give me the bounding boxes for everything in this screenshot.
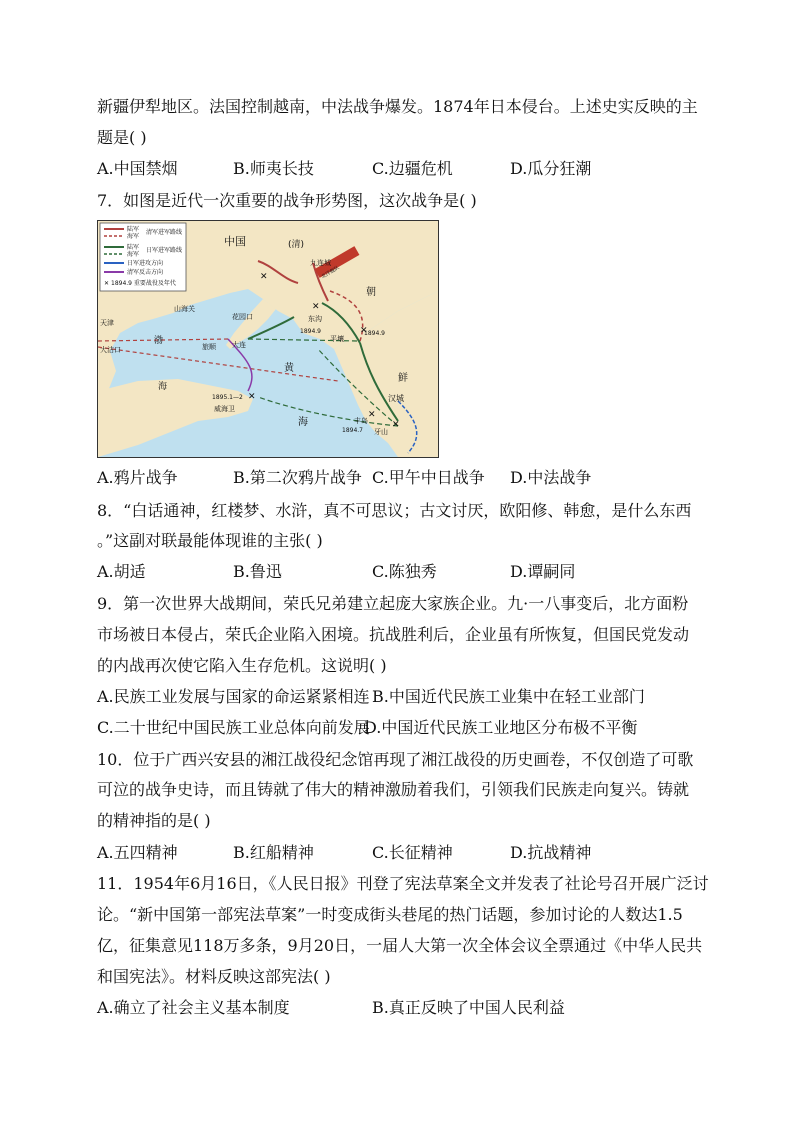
q11-option-a[interactable]: A.确立了社会主义基本制度	[97, 998, 290, 1017]
q10-option-a[interactable]: A.五四精神	[97, 843, 178, 862]
q11-stem-line-3: 亿，征集意见118万多条，9月20日，一届人大第一次全体会议全票通过《中华人民共	[97, 936, 703, 955]
label-huang: 黄	[284, 363, 294, 374]
q9-stem-line-2: 市场被日本侵占，荣氏企业陷入困境。抗战胜利后，企业虽有所恢复，但国民党发动	[97, 625, 690, 644]
q8-option-c[interactable]: C.陈独秀	[372, 562, 437, 581]
label-pingrang-date: 1894.9	[364, 330, 385, 337]
q6-option-c[interactable]: C.边疆危机	[372, 159, 453, 178]
label-pingrang: 平壤	[330, 335, 344, 343]
svg-text:日军进军路线: 日军进军路线	[146, 247, 183, 254]
svg-text:日军进攻方向: 日军进攻方向	[127, 260, 164, 267]
q6-stem-line-1: 新疆伊犁地区。法国控制越南，中法战争爆发。1874年日本侵台。上述史实反映的主	[97, 97, 698, 116]
label-yashan: 牙山	[374, 428, 388, 436]
svg-text:陆军: 陆军	[127, 226, 140, 233]
q8-option-b[interactable]: B.鲁迅	[233, 562, 282, 581]
label-donggou: 东沟	[308, 315, 322, 323]
q11-stem-line-2: 论。“新中国第一部宪法草案”一时变成街头巷尾的热门话题，参加讨论的人数达1.5	[97, 905, 683, 924]
q10-option-c[interactable]: C.长征精神	[372, 843, 453, 862]
q7-option-b[interactable]: B.第二次鸦片战争	[233, 468, 362, 487]
label-weihaiwei-date: 1895.1—2	[212, 394, 243, 401]
q9-option-d[interactable]: D.中国近代民族工业地区分布极不平衡	[364, 718, 638, 737]
label-chao: 朝	[366, 287, 376, 298]
war-situation-map	[97, 220, 439, 458]
label-fengdao-date: 1894.7	[342, 427, 363, 434]
q6-option-b[interactable]: B.师夷长技	[233, 159, 314, 178]
label-jiuliancheng: 九连城	[310, 259, 331, 267]
svg-text:清军进军路线: 清军进军路线	[146, 229, 183, 236]
q10-option-d[interactable]: D.抗战精神	[510, 843, 592, 862]
svg-text:✕: ✕	[392, 420, 400, 430]
label-xian: 鲜	[398, 373, 408, 384]
q10-option-b[interactable]: B.红船精神	[233, 843, 314, 862]
q7-option-c[interactable]: C.甲午中日战争	[372, 468, 485, 487]
q9-option-b[interactable]: B.中国近代民族工业集中在轻工业部门	[372, 687, 645, 706]
label-donggou-date: 1894.9	[300, 328, 321, 335]
q10-stem-line-3: 的精神指的是( )	[97, 811, 211, 830]
q8-stem-line-1: 8．“白话通神，红楼梦、水浒，真不可思议；古文讨厌，欧阳修、韩愈，是什么东西	[97, 501, 692, 520]
label-beiyang-fleet: 北洋舰队	[320, 265, 341, 281]
label-dagukou: 大沽口	[100, 346, 121, 354]
svg-text:✕: ✕	[312, 302, 320, 312]
label-bohai-hai: 海	[158, 382, 168, 392]
label-huayuankou: 花园口	[232, 313, 253, 321]
svg-text:✕: ✕	[368, 410, 376, 420]
q8-stem-line-2: 。”这副对联最能体现谁的主张( )	[97, 531, 323, 550]
label-shanhaiguan: 山海关	[174, 305, 195, 313]
q11-option-b[interactable]: B.真正反映了中国人民利益	[372, 998, 565, 1017]
svg-text:✕: ✕	[104, 280, 110, 287]
q6-stem-line-2: 题是( )	[97, 128, 147, 147]
q9-option-a[interactable]: A.民族工业发展与国家的命运紧紧相连	[97, 687, 370, 706]
label-huanghai-hai: 海	[298, 417, 308, 428]
q8-option-a[interactable]: A.胡适	[97, 562, 146, 581]
svg-text:✕: ✕	[360, 326, 368, 336]
war-map-svg	[98, 221, 438, 457]
label-china: 中国	[224, 235, 246, 248]
svg-text:清军反击方向: 清军反击方向	[127, 269, 164, 276]
q11-stem-line-4: 和国宪法》。材料反映这部宪法( )	[97, 967, 331, 986]
q6-option-a[interactable]: A.中国禁烟	[97, 159, 178, 178]
q11-stem-line-1: 11．1954年6月16日，《人民日报》刊登了宪法草案全文并发表了社论号召开展广泛讨	[97, 874, 709, 893]
q7-option-a[interactable]: A.鸦片战争	[97, 468, 178, 487]
label-dalian: 大连	[232, 341, 246, 349]
q7-option-d[interactable]: D.中法战争	[510, 468, 592, 487]
q10-stem-line-2: 可泣的战争史诗，而且铸就了伟大的精神激励着我们，引领我们民族走向复兴。铸就	[97, 780, 690, 799]
svg-text:✕: ✕	[248, 392, 256, 402]
svg-text:海军: 海军	[127, 251, 140, 258]
label-tianjin: 天津	[100, 319, 114, 327]
svg-text:✕: ✕	[260, 272, 268, 282]
q8-option-d[interactable]: D.谭嗣同	[510, 562, 576, 581]
q9-option-c[interactable]: C.二十世纪中国民族工业总体向前发展	[97, 718, 370, 737]
q9-stem-line-1: 9．第一次世界大战期间，荣氏兄弟建立起庞大家族企业。九·一八事变后，北方面粉	[97, 594, 689, 613]
q7-stem: 7．如图是近代一次重要的战争形势图，这次战争是( )	[97, 191, 477, 210]
q6-option-d[interactable]: D.瓜分狂潮	[510, 159, 592, 178]
label-fengdao: 丰岛	[354, 417, 368, 425]
svg-text:陆军: 陆军	[127, 244, 140, 251]
svg-text:1894.9 重要战役及年代: 1894.9 重要战役及年代	[111, 280, 176, 287]
label-weihaiwei: 威海卫	[214, 405, 235, 413]
svg-text:海军: 海军	[127, 233, 140, 240]
label-hancheng: 汉城	[388, 394, 404, 403]
label-bo: 渤	[154, 336, 164, 346]
label-lvshun: 旅顺	[202, 343, 216, 351]
q10-stem-line-1: 10．位于广西兴安县的湘江战役纪念馆再现了湘江战役的历史画卷，不仅创造了可歌	[97, 750, 694, 769]
q9-stem-line-3: 的内战再次使它陷入生存危机。这说明( )	[97, 656, 387, 675]
label-qing: (清)	[288, 240, 305, 250]
